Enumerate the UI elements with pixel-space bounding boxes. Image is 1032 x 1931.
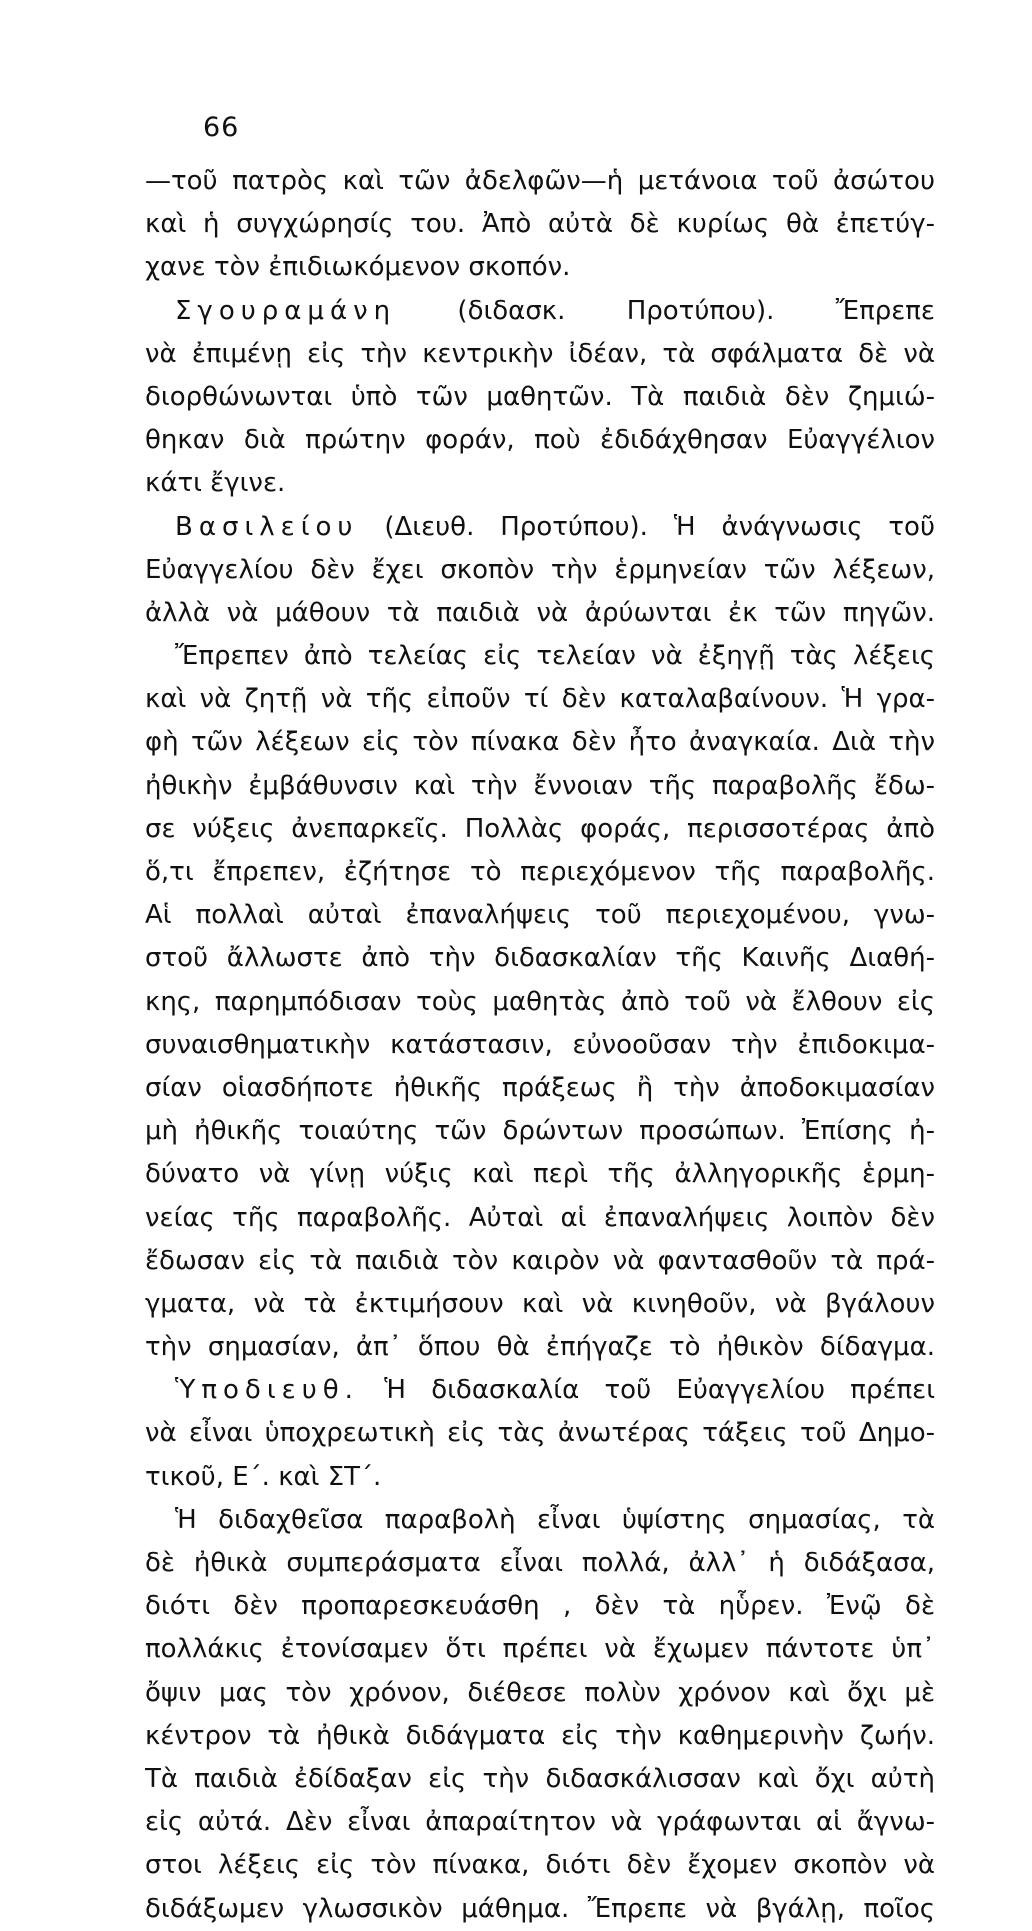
line-text: καὶ ἡ συγχώρησίς του. Ἀπὸ αὐτὰ δὲ κυρίως θὰ ἐπετύγ- [145, 209, 935, 240]
text-line [145, 1499, 935, 1542]
line-text: Τὰ παιδιὰ ἐδίδαξαν εἰς τὴν διδασκάλισσαν καὶ ὄχι αὐτὴ [145, 1763, 935, 1794]
text-line [145, 160, 935, 203]
text-line [145, 1024, 935, 1067]
text-line [145, 1456, 935, 1499]
text-line [145, 1888, 935, 1931]
text-line [145, 1801, 935, 1844]
text-line [145, 1758, 935, 1801]
text-line [145, 1412, 935, 1455]
line-text: εἰς αὐτά. Δὲν εἶναι ἀπαραίτητον νὰ γράφωνται αἱ ἄγνω- [145, 1807, 935, 1838]
line-text: σίαν οἱασδήποτε ἠθικῆς πράξεως ἢ τὴν ἀποδοκιμασίαν [145, 1072, 935, 1103]
line-text: φὴ τῶν λέξεων εἰς τὸν πίνακα δὲν ἦτο ἀναγκαία. Διὰ τὴν [145, 727, 935, 758]
text-line [145, 1283, 935, 1326]
speaker-name: Ὑποδιευθ. [175, 1375, 359, 1406]
text-line [145, 635, 935, 678]
speaker-name: Βασιλείου [175, 511, 359, 542]
line-text: μὴ ἠθικῆς τοιαύτης τῶν δρώντων προσώπων. Ἐπίσης ἠ- [145, 1116, 935, 1147]
text-line [145, 678, 935, 721]
line-text: χανε τὸν ἐπιδιωκόμενον σκοπόν. [145, 252, 571, 283]
text-line [145, 981, 935, 1024]
line-text: κης, παρημπόδισαν τοὺς μαθητὰς ἀπὸ τοῦ νὰ ἔλθουν εἰς [145, 986, 935, 1017]
line-text: κέντρον τὰ ἠθικὰ διδάγματα εἰς τὴν καθημερινὴν ζωήν. [145, 1720, 935, 1751]
text-line [145, 1715, 935, 1758]
text-line [145, 376, 935, 419]
line-text: δύνατο νὰ γίνῃ νύξις καὶ περὶ τῆς ἀλληγορικῆς ἑρμη- [145, 1159, 935, 1190]
line-text: δὲ ἠθικὰ συμπεράσματα εἶναι πολλά, ἀλλ᾿ ἡ διδάξασα, [145, 1548, 935, 1578]
text-line [145, 894, 935, 937]
line-text: (διδασκ. Προτύπου). Ἔπρεπε [396, 295, 935, 326]
line-text: πολλάκις ἐτονίσαμεν ὅτι πρέπει νὰ ἔχωμεν πάντοτε ὑπ᾿ [145, 1634, 935, 1665]
text-line [145, 246, 935, 289]
text-line [145, 937, 935, 980]
line-text: ὄψιν μας τὸν χρόνον, διέθεσε πολὺν χρόνον καὶ ὄχι μὲ [145, 1677, 935, 1708]
line-text: Ἡ διδαχθεῖσα παραβολὴ εἶναι ὑψίστης σημασίας, τὰ [175, 1504, 935, 1535]
text-line [145, 419, 935, 462]
text-line [145, 462, 935, 505]
line-text: κάτι ἔγινε. [145, 468, 286, 499]
text-line [145, 808, 935, 851]
text-line [145, 1067, 935, 1110]
line-text: —τοῦ πατρὸς καὶ τῶν ἀδελφῶν—ἡ μετάνοια τοῦ ἀσώτου [145, 166, 935, 196]
line-text: τὴν σημασίαν, ἀπ᾿ ὅπου θὰ ἐπήγαζε τὸ ἠθικὸν δίδαγμα. [145, 1332, 935, 1363]
text-line [145, 721, 935, 764]
line-text: διότι δὲν προπαρεσκευάσθη , δὲν τὰ ηὗρεν. Ἐνῷ δὲ [145, 1591, 935, 1622]
text-line [145, 1197, 935, 1240]
text-line [145, 549, 935, 592]
text-line [145, 1542, 935, 1585]
text-line [145, 1153, 935, 1196]
line-text: γματα, νὰ τὰ ἐκτιμήσουν καὶ νὰ κινηθοῦν, νὰ βγάλουν [145, 1288, 935, 1319]
line-text: ἀλλὰ νὰ μάθουν τὰ παιδιὰ νὰ ἀρύωνται ἐκ τῶν πηγῶν. [145, 597, 935, 628]
text-line [145, 1585, 935, 1628]
line-text: ὅ,τι ἔπρεπεν, ἐζήτησε τὸ περιεχόμενον τῆς παραβολῆς. [145, 857, 935, 887]
speaker-name: Σγουραμάνη [175, 295, 397, 326]
line-text: Εὐαγγελίου δὲν ἔχει σκοπὸν τὴν ἑρμηνείαν τῶν λέξεων, [145, 554, 935, 585]
line-text: Ἔπρεπεν ἀπὸ τελείας εἰς τελείαν νὰ ἐξηγῇ τὰς λέξεις [175, 641, 935, 672]
line-text: καὶ νὰ ζητῇ νὰ τῆς εἰποῦν τί δὲν καταλαβαίνουν. Ἡ γρα- [145, 684, 935, 715]
text-line [145, 1628, 935, 1671]
text-line [145, 1240, 935, 1283]
text-line [145, 1110, 935, 1153]
line-text: Αἱ πολλαὶ αὐταὶ ἐπαναλήψεις τοῦ περιεχομένου, γνω- [145, 900, 935, 931]
line-text: νείας τῆς παραβολῆς. Αὐταὶ αἱ ἐπαναλήψεις λοιπὸν δὲν [145, 1202, 935, 1233]
text-line [145, 333, 935, 376]
line-text: τικοῦ, Ε΄. καὶ ΣΤ΄. [145, 1461, 382, 1492]
text-line [145, 765, 935, 808]
text-line [145, 1844, 935, 1887]
line-text: ἔδωσαν εἰς τὰ παιδιὰ τὸν καιρὸν νὰ φαντασθοῦν τὰ πρά- [145, 1245, 935, 1276]
line-text: στοῦ ἄλλωστε ἀπὸ τὴν διδασκαλίαν τῆς Καινῆς Διαθή- [145, 943, 935, 974]
line-text: διδάξωμεν γλωσσικὸν μάθημα. Ἔπρεπε νὰ βγάλῃ, ποῖος [145, 1893, 935, 1924]
text-line [145, 506, 935, 549]
line-text: συναισθηματικὴν κατάστασιν, εὐνοοῦσαν τὴν ἐπιδοκιμα- [145, 1029, 935, 1060]
line-text: νὰ ἐπιμένῃ εἰς τὴν κεντρικὴν ἰδέαν, τὰ σφάλματα δὲ νὰ [145, 338, 935, 369]
text-line [145, 851, 935, 894]
line-text: νὰ εἶναι ὑποχρεωτικὴ εἰς τὰς ἀνωτέρας τάξεις τοῦ Δημο- [145, 1418, 935, 1449]
line-text: σε νύξεις ἀνεπαρκεῖς. Πολλὰς φοράς, περισσοτέρας ἀπὸ [145, 813, 935, 844]
text-line [145, 1672, 935, 1715]
line-text: Ἡ διδασκαλία τοῦ Εὐαγγελίου πρέπει [358, 1375, 935, 1406]
line-text: θηκαν διὰ πρώτην φοράν, ποὺ ἐδιδάχθησαν Εὐαγγέλιον [145, 425, 935, 456]
line-text: ἠθικὴν ἐμβάθυνσιν καὶ τὴν ἔννοιαν τῆς παραβολῆς ἔδω- [145, 770, 935, 801]
line-text: στοι λέξεις εἰς τὸν πίνακα, διότι δὲν ἔχομεν σκοπὸν νὰ [145, 1850, 935, 1881]
line-text: (Διευθ. Προτύπου). Ἡ ἀνάγνωσις τοῦ [358, 511, 935, 542]
line-text: διορθώνωνται ὑπὸ τῶν μαθητῶν. Τὰ παιδιὰ δὲν ζημιώ- [145, 381, 935, 412]
text-line [145, 290, 935, 333]
text-line [145, 1369, 935, 1412]
text-line [145, 203, 935, 246]
text-line [145, 1326, 935, 1369]
page-number: 66 [203, 112, 240, 143]
text-line [145, 592, 935, 635]
body-text [145, 160, 935, 1931]
